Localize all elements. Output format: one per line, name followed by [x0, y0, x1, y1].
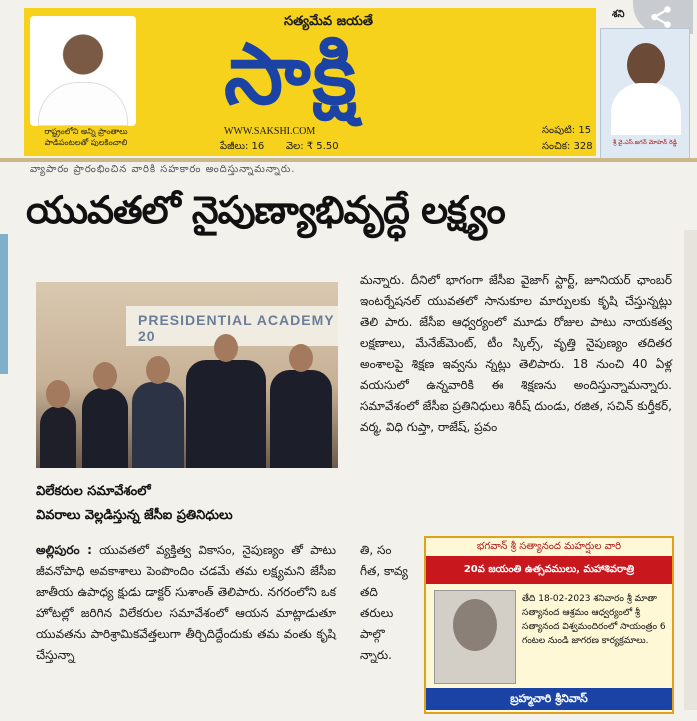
ad-photo [434, 590, 516, 684]
masthead [24, 8, 596, 156]
person [132, 382, 184, 468]
leader-quote: రాష్ట్రంలోని అన్ని ప్రాంతాలు పాడిపంటలతో పులకించాలి [44, 127, 128, 147]
ad-band: 20వ జయంతి ఉత్సవములు, మహాశివరాత్రి [426, 556, 672, 584]
ad-footer: బ్రహ్మచారి శ్రీనివాస్ [426, 688, 672, 710]
price: వెల: ₹ 5.50 [286, 141, 339, 152]
motto: సత్యమేవ జయతే [284, 14, 373, 29]
article-body-narrow: తి, సం గీత, కావ్య తది తరులు పాల్గొ న్నారు. [360, 543, 408, 662]
academy-banner: PRESIDENTIAL ACADEMY 20 [126, 306, 338, 346]
issue-number: సంచిక: 328 [542, 141, 593, 152]
cm-tag: శ్రీ వై.ఎస్.జగన్ మోహన్ రెడ్డి [613, 139, 677, 146]
volume: సంపుటి: 15 [542, 125, 592, 136]
article-photo [36, 282, 338, 468]
dateline: అల్లిపురం : [36, 543, 92, 557]
newspaper-logo: సాక్షి [224, 24, 359, 123]
person [270, 370, 332, 468]
person [186, 360, 266, 468]
adjacent-column-left [0, 210, 10, 710]
cm-photo [600, 28, 690, 160]
headline: యువతలో నైపుణ్యాభివృద్ధే లక్ష్యం [26, 188, 505, 232]
advertisement [424, 536, 674, 714]
pages-count: పేజీలు: 16 [220, 141, 265, 152]
article-body-right: మన్నారు. దీనిలో భాగంగా జేసీఐ వైజాగ్ స్టార్ట్, జూనియర్ ఛాంబర్ ఇంటర్నేషనల్ యువతలో సానుకూల మార్పులకు కృషి చేస్తున్నట్లు తెలి పారు. జేసీఐ ఆధ్వర్యంలో మూడు రోజుల పాటు నాయకత్వ లక్షణాలు, మేనేజ్‌మెంట్, టీం స్కిల్స్, వృత్తి నైపుణ్యం తదితర అంశాలపై శిక్షణ ఇవ్వను న్నట్లు తెలిపారు. 18 నుంచి 40 ఏళ్ల వయసులో ఉన్నవారికి ఈ శిక్షణను అందిస్తున్నామన్నారు. సమావేశంలో జేసీఐ ప్రతినిధులు శిరీష్ దుండు, రజిత, సచిన్ కుర్తీకర్, వర్మ, విధి గుప్తా, రాజేష్, ప్రవం [360, 273, 672, 434]
previous-article-tail: వ్యాపారం ప్రారంభించిన వారికి సహకారం అందిస్తున్నామన్నారు. [30, 164, 296, 175]
website: WWW.SAKSHI.COM [224, 126, 316, 137]
divider [0, 158, 697, 162]
ad-top: భగవాన్ శ్రీ సత్యానంద మహర్షుల వారి [476, 541, 622, 552]
share-icon[interactable] [648, 4, 674, 30]
photo-caption-line1: విలేకరుల సమావేశంలో [36, 484, 151, 499]
person [82, 388, 128, 468]
photo-caption-line2: వివరాలు వెల్లడిస్తున్న జేసీఐ ప్రతినిధులు [36, 508, 233, 523]
person [40, 406, 76, 468]
leader-photo [30, 16, 136, 126]
article-body-left [36, 540, 336, 666]
ad-text: తేది 18-02-2023 శనివారం శ్రీ మాతా సత్యానంద ఆశ్రమం ఆధ్వర్యంలో శ్రీ సత్యానంద విశ్వమందిరంలో సాయంత్రం 6 గంటల నుండి జాగరణ కార్యక్రమాలు. [522, 594, 666, 646]
day-label: శని [612, 9, 625, 20]
body-left-text: యువతలో వ్యక్తిత్వ వికాసం, నైపుణ్యం తో పాటు జీవనోపాధి అవకాశాలు పెంపొందిం చడమే తమ లక్ష్యమని జేసీఐ జాతీయ ఉపాధ్య క్షుడు డాక్టర్ సుశాంత్ తెలిపారు. నగరంలోని ఒక హోటల్లో జరిగిన విలేకరుల సమావేశంలో ఆయన మాట్లాడుతూ యువతను పారిశ్రామికవేత్తలుగా తీర్చిదిద్దేందుకు తమ వంతు కృషి చేస్తున్నా [36, 543, 336, 662]
adjacent-column-right [684, 230, 697, 710]
